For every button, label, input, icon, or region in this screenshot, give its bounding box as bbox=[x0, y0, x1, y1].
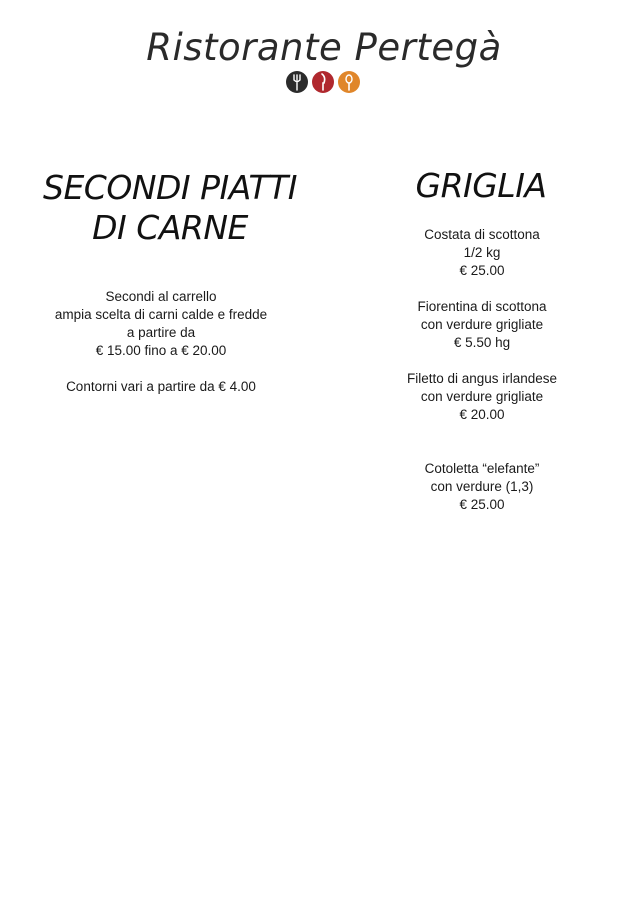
price: € 25.00 bbox=[459, 263, 505, 278]
section-title-secondi bbox=[20, 168, 320, 248]
fork-icon bbox=[286, 71, 308, 93]
text-line: a partire da bbox=[126, 325, 196, 340]
price: € 25.00 bbox=[459, 497, 505, 512]
menu-item bbox=[382, 298, 582, 352]
dish-detail: 1/2 kg bbox=[463, 245, 501, 260]
knife-icon bbox=[312, 71, 334, 93]
menu-item bbox=[382, 370, 582, 424]
price: € 5.50 hg bbox=[453, 335, 511, 350]
spoon-icon bbox=[338, 71, 360, 93]
page-header bbox=[0, 26, 640, 69]
dish-name: Filetto di angus irlandese bbox=[406, 371, 558, 386]
contorni-note bbox=[20, 378, 302, 396]
restaurant-name: Ristorante Pertegà bbox=[146, 26, 502, 69]
dish-name: Costata di scottona bbox=[424, 227, 540, 242]
text-line: Secondi al carrello bbox=[105, 289, 217, 304]
price: € 15.00 fino a € 20.00 bbox=[95, 343, 227, 358]
dish-detail: con verdure grigliate bbox=[420, 389, 544, 404]
dish-name: Cotoletta “elefante” bbox=[424, 461, 540, 476]
dish-detail: con verdure grigliate bbox=[420, 317, 544, 332]
dish-detail: con verdure (1,3) bbox=[430, 479, 534, 494]
restaurant-logo bbox=[286, 71, 362, 95]
title-line: GRIGLIA bbox=[415, 166, 547, 205]
menu-item bbox=[382, 226, 582, 280]
cart-description bbox=[20, 288, 302, 360]
title-line: SECONDI PIATTI bbox=[43, 168, 297, 207]
text-line: ampia scelta di carni calde e fredde bbox=[54, 307, 268, 322]
section-title-griglia bbox=[380, 166, 582, 206]
menu-item bbox=[382, 460, 582, 514]
dish-name: Fiorentina di scottona bbox=[417, 299, 547, 314]
title-line: DI CARNE bbox=[92, 208, 248, 247]
price: € 20.00 bbox=[459, 407, 505, 422]
text-line: Contorni vari a partire da € 4.00 bbox=[66, 379, 256, 394]
